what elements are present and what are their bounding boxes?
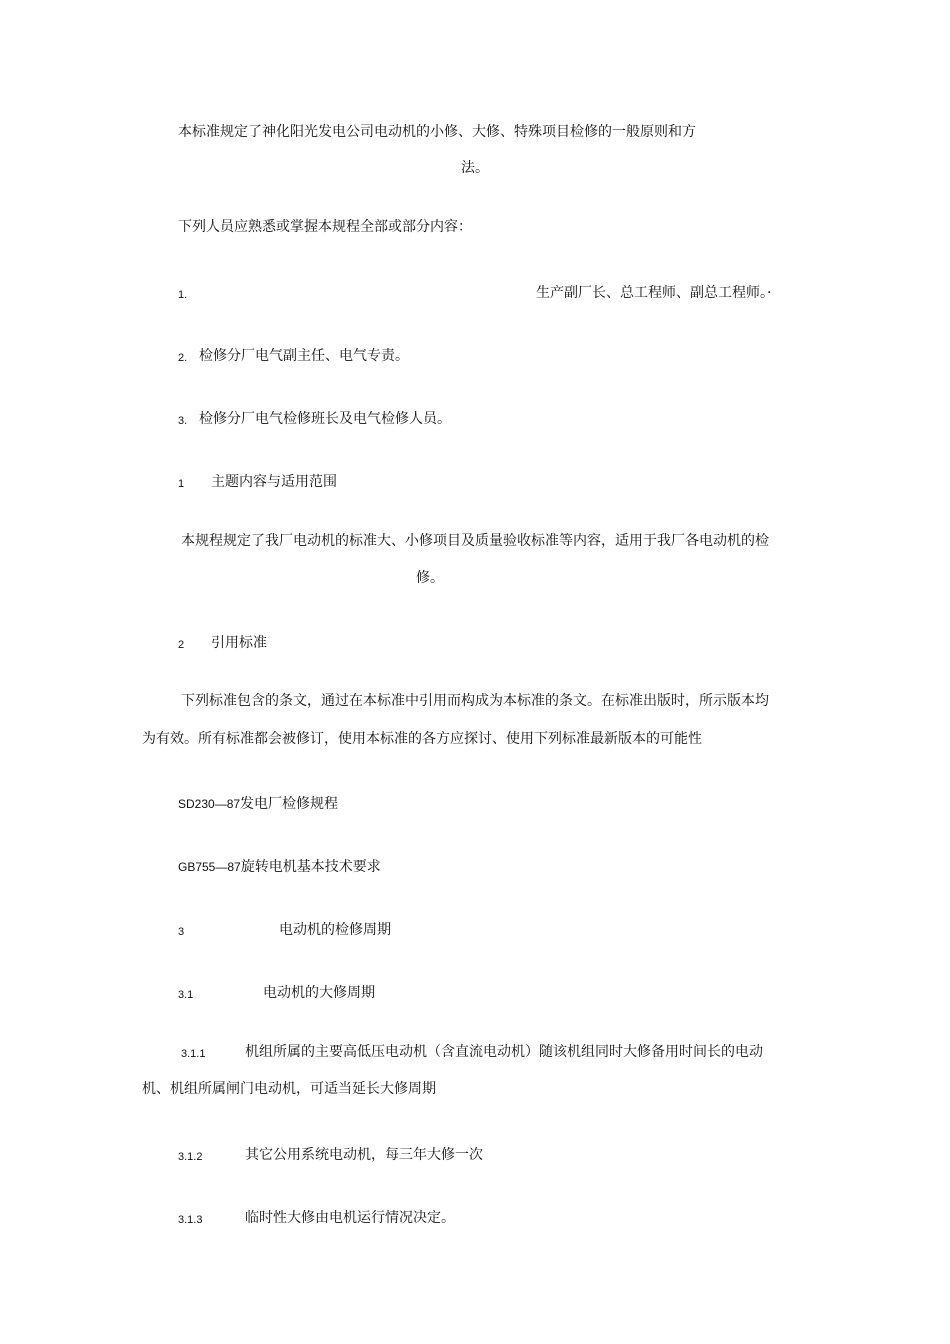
section-3-num: 3 [178, 926, 185, 938]
section-1-body-line-1: 本规程规定了我厂电动机的标准大、小修项目及质量验收标准等内容，适用于我厂各电动机的检 [181, 533, 769, 549]
section-1-num: 1 [178, 478, 185, 490]
section-2-body-line-2: 为有效。所有标准都会被修订，使用本标准的各方应探讨、使用下列标准最新版本的可能性 [142, 731, 702, 747]
reference-sd230 [178, 795, 338, 813]
item-3-1-1-line-1: 机组所属的主要高低压电动机（含直流电动机）随该机组同时大修备用时间长的电动 [245, 1044, 763, 1060]
item-3-1-3-text: 临时性大修由电机运行情况决定。 [245, 1210, 455, 1226]
item-3-1-1-line-2: 机、机组所属闸门电动机，可适当延长大修周期 [142, 1081, 436, 1097]
reference-code: SD230—87 [178, 797, 241, 811]
item-3-1-2-num: 3.1.2 [178, 1151, 203, 1163]
reference-gb755 [178, 858, 381, 876]
personnel-intro: 下列人员应熟悉或掌握本规程全部或部分内容： [178, 219, 472, 235]
intro-line-1: 本标准规定了神化阳光发电公司电动机的小修、大修、特殊项目检修的一般原则和方 [178, 124, 696, 140]
reference-title: 发电厂检修规程 [240, 796, 339, 812]
personnel-3-text: 检修分厂电气检修班长及电气检修人员。 [199, 411, 451, 427]
section-2-title: 引用标准 [211, 635, 267, 651]
section-1-body-line-2: 修。 [416, 570, 444, 586]
reference-title: 旋转电机基本技术要求 [240, 859, 381, 875]
personnel-2-text: 检修分厂电气副主任、电气专责。 [199, 348, 409, 364]
personnel-2-num: 2. [178, 352, 188, 364]
section-3-1-title: 电动机的大修周期 [263, 985, 375, 1001]
section-3-1-num: 3.1 [178, 989, 194, 1001]
item-3-1-1-num: 3.1.1 [181, 1048, 206, 1060]
reference-code: GB755—87 [178, 860, 241, 874]
section-3-title: 电动机的检修周期 [279, 922, 391, 938]
personnel-1-num: 1. [178, 289, 188, 301]
personnel-3-num: 3. [178, 415, 188, 427]
section-1-title: 主题内容与适用范围 [211, 474, 337, 490]
item-3-1-2-text: 其它公用系统电动机，每三年大修一次 [245, 1147, 483, 1163]
intro-line-2: 法。 [461, 160, 489, 176]
section-2-num: 2 [178, 639, 185, 651]
personnel-1-text: 生产副厂长、总工程师、副总工程师。· [536, 285, 772, 301]
section-2-body-line-1: 下列标准包含的条文，通过在本标准中引用而构成为本标准的条文。在标准出版时，所示版本均 [181, 693, 769, 709]
item-3-1-3-num: 3.1.3 [178, 1214, 203, 1226]
